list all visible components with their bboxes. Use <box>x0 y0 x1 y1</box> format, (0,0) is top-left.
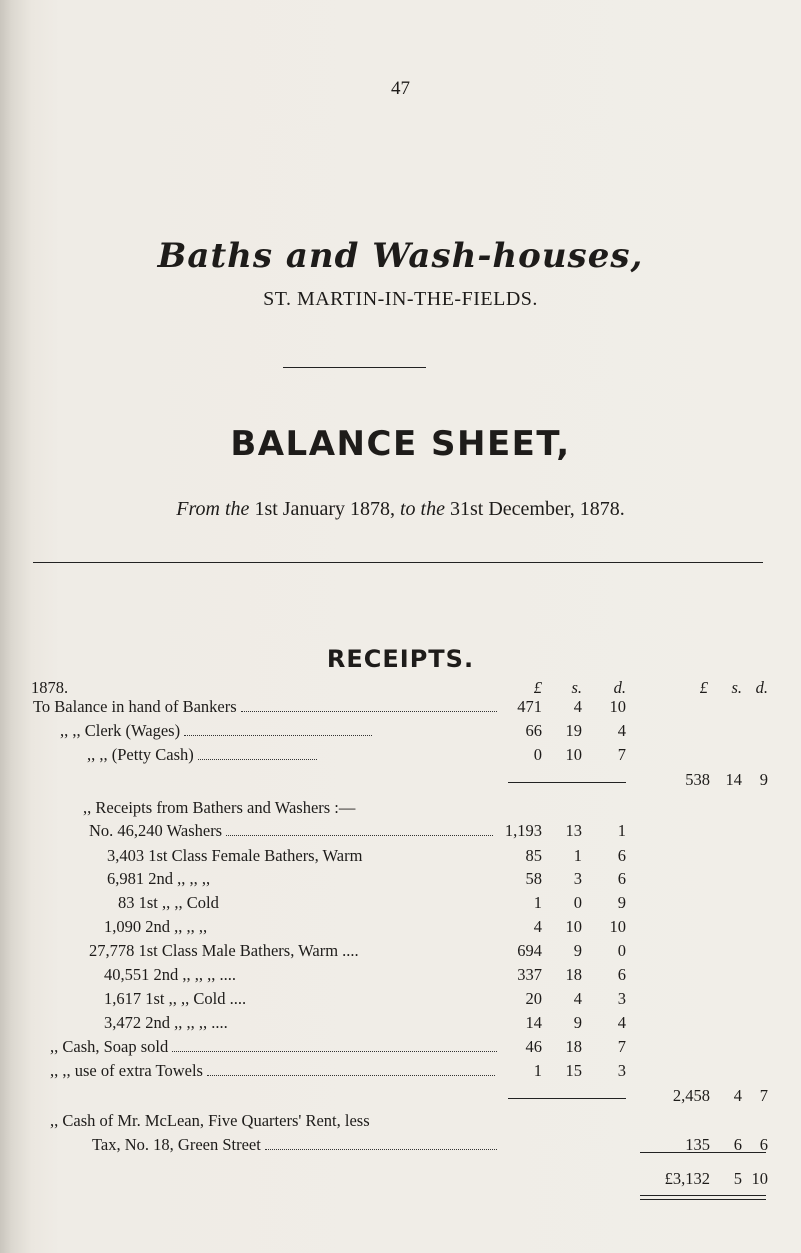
amount-cell: 337 <box>517 965 542 984</box>
period-line <box>0 498 801 521</box>
amount-cell: 1 <box>573 846 582 865</box>
amount-cell: 6 <box>617 869 626 888</box>
subtotal-cell: 2,458 <box>672 1086 710 1105</box>
full-width-rule <box>33 562 763 563</box>
row-label: ,, ,, use of extra Towels <box>50 1061 203 1080</box>
row-label: Tax, No. 18, Green Street <box>92 1135 261 1154</box>
row-label: 3,472 2nd ,, ,, ,, .... <box>104 1013 228 1032</box>
shillings-header-2: s. <box>731 678 742 697</box>
amount-cell: 46 <box>525 1037 542 1056</box>
row-label: 6,981 2nd ,, ,, ,, <box>107 869 211 888</box>
amount-cell: 10 <box>609 917 626 936</box>
dot-leader <box>172 1041 497 1052</box>
row-label: ,, Receipts from Bathers and Washers :— <box>83 798 356 817</box>
amount-cell: 9 <box>617 893 626 912</box>
subtotal-cell: 538 <box>685 770 710 789</box>
pounds-header: £ <box>533 678 542 697</box>
period-end: 31st December, 1878. <box>449 498 625 520</box>
subtotal-cell: 4 <box>733 1086 742 1105</box>
subtotal-cell: 9 <box>759 770 768 789</box>
amount-cell: 18 <box>565 1037 582 1056</box>
pence-header-2: d. <box>755 678 768 697</box>
grand-total-cell: 10 <box>751 1169 768 1188</box>
amount-cell: 3 <box>617 989 626 1008</box>
pence-header: d. <box>613 678 626 697</box>
page-number: 47 <box>391 78 410 99</box>
total-cell: 6 <box>733 1135 742 1154</box>
amount-cell: 1 <box>533 1061 542 1080</box>
grand-total-rule-top <box>640 1152 766 1153</box>
amount-cell: 9 <box>573 1013 582 1032</box>
amount-cell: 6 <box>617 965 626 984</box>
amount-cell: 4 <box>617 721 626 740</box>
dot-leader <box>207 1065 495 1076</box>
grand-total-rule-bottom-2 <box>640 1199 766 1200</box>
subtotal-cell: 14 <box>725 770 742 789</box>
amount-cell: 66 <box>525 721 542 740</box>
pounds-header-2: £ <box>699 678 708 697</box>
period-start: 1st January 1878, <box>254 498 395 520</box>
amount-cell: 10 <box>565 917 582 936</box>
total-cell: 6 <box>759 1135 768 1154</box>
amount-cell: 0 <box>573 893 582 912</box>
dot-leader <box>198 749 317 760</box>
amount-cell: 7 <box>617 1037 626 1056</box>
page-heading: Baths and Wash-houses, <box>157 236 644 276</box>
grand-total-cell: 5 <box>733 1169 742 1188</box>
row-label: 3,403 1st Class Female Bathers, Warm <box>107 846 363 865</box>
short-rule <box>283 367 426 368</box>
row-label: ,, ,, Clerk (Wages) <box>60 721 181 740</box>
amount-cell: 4 <box>573 989 582 1008</box>
subtotal-rule <box>508 1098 626 1099</box>
amount-cell: 4 <box>533 917 542 936</box>
row-label: No. 46,240 Washers <box>89 821 223 840</box>
row-label: ,, Cash of Mr. McLean, Five Quarters' Rent, less <box>50 1111 370 1130</box>
amount-cell: 0 <box>533 745 542 764</box>
amount-cell: 7 <box>617 745 626 764</box>
period-from-word: From the <box>176 498 250 520</box>
amount-cell: 19 <box>565 721 582 740</box>
amount-cell: 14 <box>525 1013 542 1032</box>
amount-cell: 0 <box>617 941 626 960</box>
total-cell: 135 <box>685 1135 710 1154</box>
shillings-header: s. <box>571 678 582 697</box>
dot-leader <box>241 701 497 712</box>
row-label: To Balance in hand of Bankers <box>33 697 237 716</box>
row-label: 1,617 1st ,, ,, Cold .... <box>104 989 247 1008</box>
amount-cell: 18 <box>565 965 582 984</box>
amount-cell: 1 <box>617 821 626 840</box>
row-label: 40,551 2nd ,, ,, ,, .... <box>104 965 236 984</box>
amount-cell: 9 <box>573 941 582 960</box>
amount-cell: 10 <box>609 697 626 716</box>
amount-cell: 4 <box>617 1013 626 1032</box>
period-to-word: to the <box>399 498 445 520</box>
amount-cell: 1 <box>533 893 542 912</box>
subtotal-cell: 7 <box>759 1086 768 1105</box>
amount-cell: 58 <box>525 869 542 888</box>
amount-cell: 6 <box>617 846 626 865</box>
subtotal-rule <box>508 782 626 783</box>
row-label: 1,090 2nd ,, ,, ,, <box>104 917 208 936</box>
row-label: ,, Cash, Soap sold <box>50 1037 169 1056</box>
parish-name: ST. MARTIN-IN-THE-FIELDS. <box>263 288 538 310</box>
amount-cell: 4 <box>573 697 582 716</box>
dot-leader <box>265 1139 497 1150</box>
amount-cell: 694 <box>517 941 542 960</box>
row-label: ,, ,, (Petty Cash) <box>87 745 194 764</box>
dot-leader <box>226 825 493 836</box>
year-label: 1878. <box>31 678 69 697</box>
amount-cell: 13 <box>565 821 582 840</box>
amount-cell: 3 <box>573 869 582 888</box>
amount-cell: 1,193 <box>504 821 542 840</box>
balance-sheet-title: BALANCE SHEET, <box>230 424 571 464</box>
amount-cell: 20 <box>525 989 542 1008</box>
dot-leader <box>184 725 372 736</box>
amount-cell: 15 <box>565 1061 582 1080</box>
grand-total-rule-bottom <box>640 1195 766 1196</box>
amount-cell: 85 <box>525 846 542 865</box>
row-label: 83 1st ,, ,, Cold <box>118 893 219 912</box>
amount-cell: 10 <box>565 745 582 764</box>
row-label: 27,778 1st Class Male Bathers, Warm .... <box>89 941 359 960</box>
amount-cell: 471 <box>517 697 542 716</box>
amount-cell: 3 <box>617 1061 626 1080</box>
grand-total-cell: £3,132 <box>664 1169 710 1188</box>
section-title: RECEIPTS. <box>326 645 475 673</box>
